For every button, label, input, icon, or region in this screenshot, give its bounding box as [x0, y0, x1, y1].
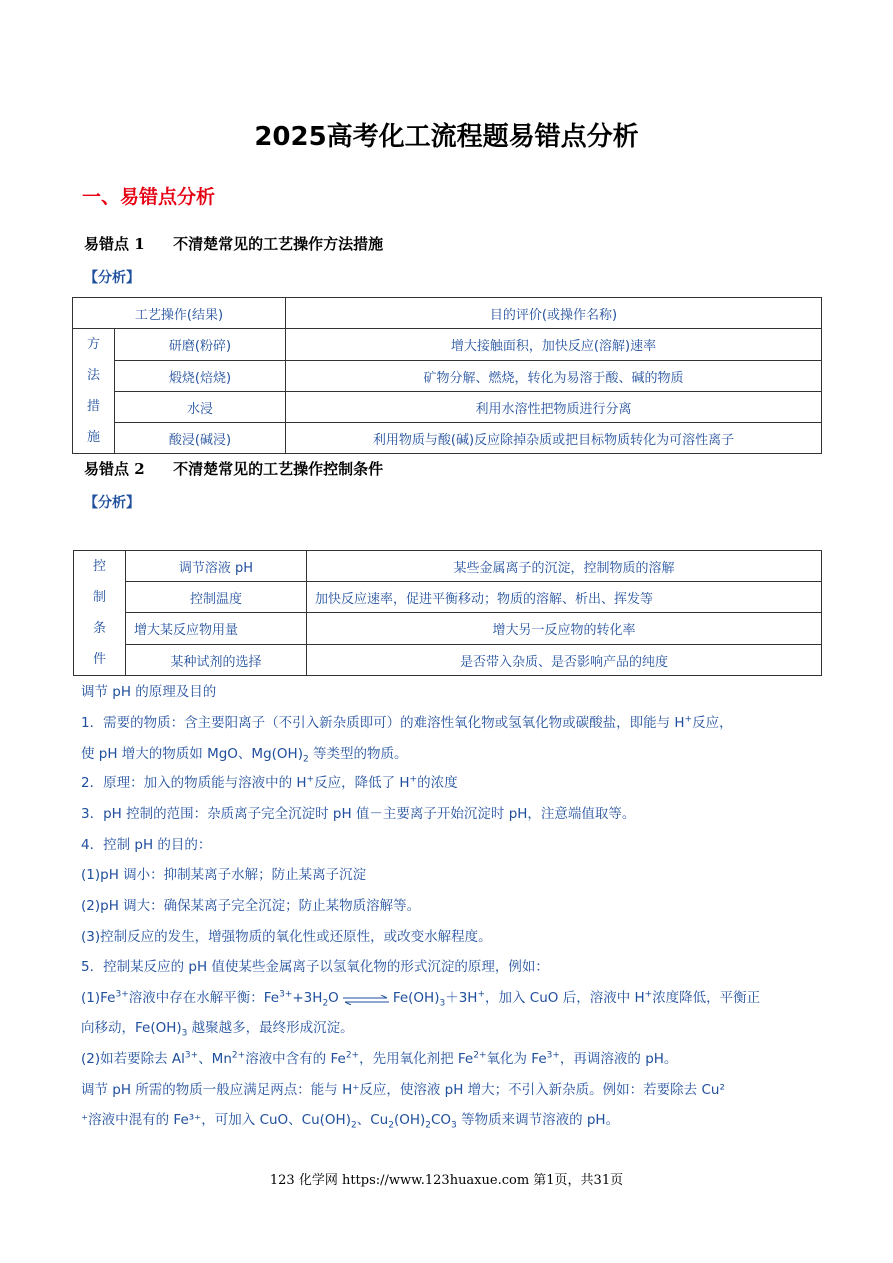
table-cell: 某种试剂的选择 — [126, 645, 307, 676]
table-operation-methods — [72, 297, 822, 454]
point2-heading — [84, 458, 383, 479]
table1-header-purpose: 目的评价(或操作名称) — [286, 298, 822, 329]
point2-label: 易错点 2 — [84, 460, 145, 478]
table-cell: 增大另一反应物的转化率 — [307, 613, 822, 645]
page-footer: 123 化学网 https://www.123huaxue.com 第1页，共31页 — [269, 1173, 624, 1188]
body-line: 5．控制某反应的 pH 值使某些金属离子以氢氧化物的形式沉淀的原理，例如： — [81, 959, 549, 975]
body-line: (3)控制反应的发生，增强物质的氧化性或还原性，或改变水解程度。 — [81, 929, 492, 945]
section-heading: 一、易错点分析 — [82, 186, 216, 208]
body-line: (2)pH 调大：确保某离子完全沉淀；防止某物质溶解等。 — [81, 898, 421, 914]
point1-label: 易错点 1 — [84, 235, 145, 253]
body-line: 1．需要的物质：含主要阳离子（不引入新杂质即可）的难溶性氧化物或氢氧化物或碳酸盐，即能与 H+反应， — [81, 714, 733, 731]
table-cell: 煅烧(焙烧) — [115, 361, 286, 392]
body-line: 使 pH 增大的物质如 MgO、$Mg(OH)_2$ 等类型的物质。 — [81, 746, 408, 765]
table-cell: 水浸 — [115, 392, 286, 423]
table-cell: 增大某反应物用量 — [126, 613, 307, 645]
table-cell: 某些金属离子的沉淀，控制物质的溶解 — [307, 551, 822, 582]
body-line: 向移动，$Fe(OH)_3$ 越聚越多，最终形成沉淀。 — [81, 1020, 354, 1039]
table-cell: 利用水溶性把物质进行分离 — [286, 392, 822, 423]
equilibrium-arrow-icon — [341, 993, 391, 1003]
point1-text: 不清楚常见的工艺操作方法措施 — [173, 235, 384, 253]
page-title: 2025高考化工流程题易错点分析 — [254, 122, 639, 152]
point2-text: 不清楚常见的工艺操作控制条件 — [173, 460, 384, 478]
table-cell: 加快反应速率，促进平衡移动；物质的溶解、析出、挥发等 — [307, 582, 822, 613]
body-line: 调节 pH 的原理及目的 — [81, 684, 217, 700]
analysis-label-1: 【分析】 — [84, 270, 140, 286]
body-line: ⁺溶液中混有的 Fe³⁺，可加入 CuO、$Cu(OH)_2$、$Cu_2(OH)_2CO_3$ 等物质来调节溶液的 pH。 — [81, 1112, 620, 1131]
table2-side-label: 控 制 条 件 — [74, 551, 126, 676]
table-cell: 酸浸(碱浸) — [115, 423, 286, 454]
point1-heading — [84, 233, 383, 254]
body-line: 2．原理：加入的物质能与溶液中的 H+反应，降低了 H+的浓度 — [81, 774, 458, 791]
body-line: 调节 pH 所需的物质一般应满足两点：能与 H⁺反应，使溶液 pH 增大；不引入新杂质。例如：若要除去 Cu² — [81, 1082, 725, 1098]
table-control-conditions — [73, 550, 822, 676]
table1-header-op: 工艺操作(结果) — [73, 298, 286, 329]
table-cell: 矿物分解、燃烧，转化为易溶于酸、碱的物质 — [286, 361, 822, 392]
table-cell: 调节溶液 pH — [126, 551, 307, 582]
table-cell: 增大接触面积，加快反应(溶解)速率 — [286, 329, 822, 361]
table-cell: 是否带入杂质、是否影响产品的纯度 — [307, 645, 822, 676]
table1-side-label: 方 法 措 施 — [73, 329, 115, 454]
body-line: 3．pH 控制的范围：杂质离子完全沉淀时 pH 值－主要离子开始沉淀时 pH，注意端值取等。 — [81, 806, 636, 822]
body-line: 4．控制 pH 的目的： — [81, 837, 212, 853]
analysis-label-2: 【分析】 — [84, 495, 140, 511]
body-line: $(1)Fe^{3+}$溶液中存在水解平衡：$Fe^{3+}+3H_2O$ $Fe(OH)_3+3H^+$，加入 CuO 后，溶液中 H+浓度降低，平衡正 — [81, 989, 761, 1009]
body-line: (1)pH 调小：抑制某离子水解；防止某离子沉淀 — [81, 867, 367, 883]
table-cell: 控制温度 — [126, 582, 307, 613]
table-cell: 研磨(粉碎) — [115, 329, 286, 361]
table-cell: 利用物质与酸(碱)反应除掉杂质或把目标物质转化为可溶性离子 — [286, 423, 822, 454]
body-line: (2)如若要除去 $Al^{3+}$、$Mn^{2+}$溶液中含有的 $Fe^{2+}$，先用氧化剂把 $Fe^{2+}$氧化为 $Fe^{3+}$，再调溶液的 pH。 — [81, 1050, 678, 1067]
